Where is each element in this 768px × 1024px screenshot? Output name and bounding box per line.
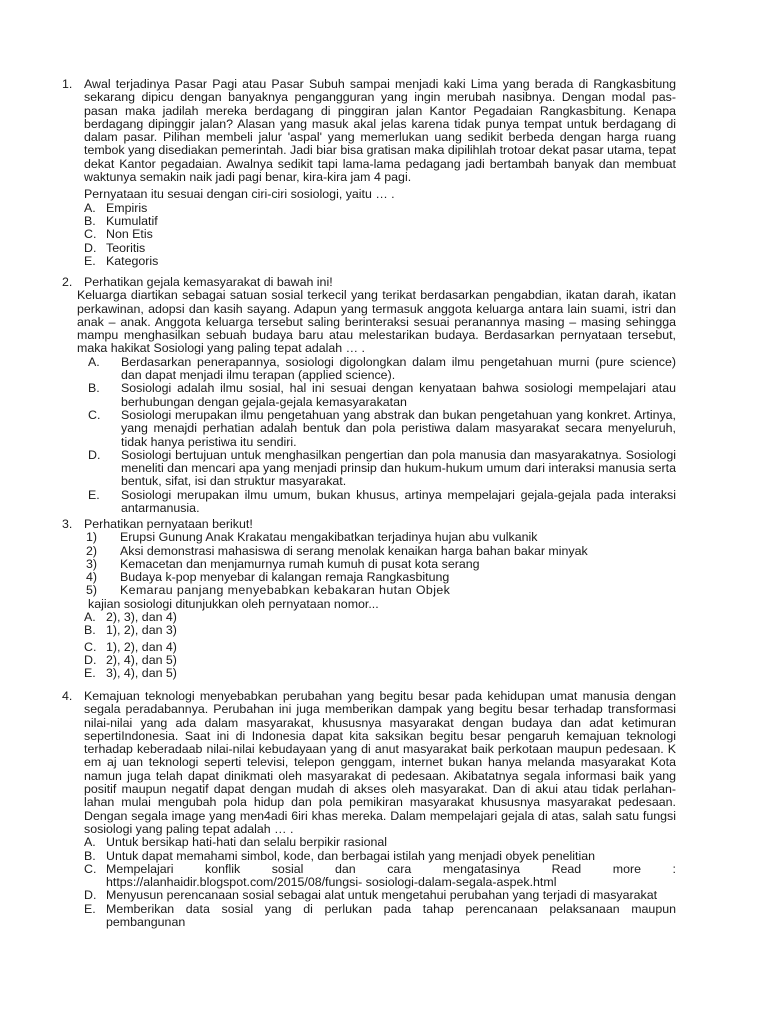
question-number: 3. (62, 517, 73, 531)
option-text: Sosiologi bertujuan untuk menghasilkan pengertian dan pola manusia dan masyarakatnya. Sosiologi meneliti dan mencari apa yang menjadi prinsip dan hukum-hukum umum dari interaksi manusia serta bentuk, sifat, isi dan struktur masyarakat. (121, 447, 676, 489)
question-passage: Kemajuan teknologi menyebabkan perubahan yang begitu besar pada kehidupan umat manusia dengan segala peradabannya. Perubahan ini juga memberikan dampak yang begitu besar terhadap transformasi nilai-nilai yang ada dalam masyarakat, khususnya masyarakat dengan budaya dan adat ketimuran sepertiIndonesia. Saat ini di Indonesia dapat kita saksikan begitu besar pengaruh kemajuan teknologi terhadap keberadaab nilai-nilai kebudayaan yang di anut masyarakat baik perkotaan maupun pedesaan. K em aj uan teknologi seperti televisi, telepon genggam, internet bukan hanya melanda masyarakat Kota namun juga telah dapat dinikmati oleh masyarakat di pedesaan. Akibatatnya segala informasi baik yang positif maupun negatif dapat dengan mudah di akses oleh masyarakat. Dan di akui atau tidak perlahan-lahan mulai mengubah pola hidup dan pola pemikiran masyarakat khususnya masyarakat pedesaan. Dengan segala image yang men4adi 6iri khas mereka. Dalam mempelajari gejala di atas, salah satu fungsi sosiologi yang paling tepat adalah … . (84, 689, 676, 836)
option-a[interactable] (84, 836, 676, 849)
question-4 (62, 690, 676, 929)
statement-number: 5) (86, 583, 98, 598)
option-list (84, 356, 676, 516)
option-letter: B. (84, 848, 96, 863)
option-a[interactable] (84, 202, 676, 215)
statement-1 (84, 531, 676, 544)
statement-4 (84, 571, 676, 584)
option-letter: A. (84, 835, 96, 850)
option-c[interactable] (84, 863, 676, 890)
option-letter: E. (88, 487, 100, 502)
option-text: Untuk bersikap hati-hati dan selalu berpikir rasional (106, 835, 388, 850)
option-text: 2), 4), dan 5) (106, 652, 177, 667)
question-stem: kajian sosiologi ditunjukkan oleh pernyataan nomor... (88, 596, 379, 611)
option-e[interactable] (84, 489, 676, 516)
option-list (84, 836, 676, 929)
option-letter: D. (84, 652, 97, 667)
option-letter: D. (88, 447, 101, 462)
question-1 (62, 78, 676, 268)
statement-text: Aksi demonstrasi mahasiswa di serang menolak kenaikan harga bahan bakar minyak (120, 543, 588, 558)
option-c[interactable] (84, 228, 676, 241)
option-letter: D. (84, 888, 97, 903)
option-text: Mempelajari konflik sosial dan cara mengatasinya Read more : https://alanhaidir.blogspot.com/2015/08/fungsi- sosiologi-dalam-segala-aspek.html (106, 861, 676, 890)
statement-number: 3) (86, 556, 98, 571)
option-d[interactable] (84, 242, 676, 255)
option-d[interactable] (84, 889, 676, 902)
option-text: Untuk dapat memahami simbol, kode, dan berbagai istilah yang menjadi obyek penelitian (106, 848, 596, 863)
question-passage: Keluarga diartikan sebagai satuan sosial terkecil yang terikat berdasarkan pengabdian, ikatan darah, ikatan perkawinan, adopsi dan kasih sayang. Adapun yang termasuk anggota keluarga antara lain suami, istri dan anak – anak. Anggota keluarga tersebut saling berinteraksi sesuai peranannya masing – masing sehingga mampu menghasilkan sebuah budaya baru atau melestarikan budaya. Berdasarkan pernyataan tersebut, maka hakikat Sosiologi yang paling tepat adalah … . (77, 288, 676, 356)
statement-number: 2) (86, 543, 98, 558)
option-letter: B. (84, 623, 96, 638)
option-text: Sosiologi merupakan ilmu umum, bukan khusus, artinya mempelajari gejala-gejala pada interaksi antarmanusia. (121, 487, 676, 516)
statement-3 (84, 558, 676, 571)
question-2 (62, 276, 676, 515)
option-text: Sosiologi merupakan ilmu pengetahuan yang abstrak dan bukan pengetahuan yang konkret. Artinya, yang menajdi perhatian adalah bentuk dan pola peristiwa dalam masyarakat secara menyeluruh, tidak hanya peristiwa itu sendiri. (121, 407, 676, 449)
option-letter: E. (84, 901, 96, 916)
statement-list (84, 531, 676, 597)
question-stem: Pernyataan itu sesuai dengan ciri-ciri sosiologi, yaitu … . (84, 187, 395, 202)
question-3 (62, 518, 676, 681)
option-text: Kategoris (106, 253, 159, 268)
option-text: Teoritis (106, 240, 146, 255)
option-text: 1), 2), dan 4) (106, 639, 177, 654)
statement-number: 1) (86, 530, 98, 545)
option-b[interactable] (84, 382, 676, 409)
option-letter: C. (88, 407, 101, 422)
statement-text: Kemarau panjang menyebabkan kebakaran hutan Objek (120, 583, 451, 598)
option-letter: C. (84, 861, 97, 876)
option-a[interactable] (84, 611, 676, 624)
option-b[interactable] (84, 850, 676, 863)
option-text: 2), 3), dan 4) (106, 610, 177, 625)
option-text: Memberikan data sosial yang di perlukan pada tahap perencanaan pelaksanaan maupun pembangunan (106, 901, 676, 930)
option-letter: A. (84, 610, 96, 625)
option-text: Non Etis (106, 227, 153, 242)
option-text: Kumulatif (106, 213, 158, 228)
option-text: 3), 4), dan 5) (106, 666, 177, 681)
question-number: 4. (62, 689, 73, 703)
question-number: 1. (62, 77, 73, 91)
option-d[interactable] (84, 449, 676, 489)
option-letter: B. (88, 381, 100, 396)
option-e[interactable] (84, 255, 676, 268)
option-c[interactable] (84, 641, 676, 654)
statement-text: Kemacetan dan menjamurnya rumah kumuh di pusat kota serang (120, 556, 480, 571)
option-letter: C. (84, 227, 97, 242)
question-lead: Perhatikan gejala kemasyarakat di bawah ini! (84, 275, 333, 289)
option-text: Empiris (106, 200, 148, 215)
option-b[interactable] (84, 215, 676, 228)
option-text: Sosiologi adalah ilmu sosial, hal ini sesuai dengan kenyataan bahwa sosiologi mempelajari atau berhubungan dengan gejala-gejala kemasyarakatan (121, 381, 676, 409)
statement-text: Budaya k-pop menyebar di kalangan remaja Rangkasbitung (120, 570, 450, 585)
question-passage: Awal terjadinya Pasar Pagi atau Pasar Subuh sampai menjadi kaki Lima yang berada di Rangkasbitung sekarang dipicu dengan banyaknya pengangguran yang ingin merubah nasibnya. Dengan modal pas-pasan maka jadilah mereka berdagang di pinggiran jalan Kantor Pegadaian Rangkasbitung. Kenapa berdagang dipinggir jalan? Alasan yang masuk akal jelas karena tidak punya tempat untuk berdagang di dalam pasar. Pilihan membeli jalur 'aspal' yang memerlukan uang sedikit berbeda dengan harga ruang tembok yang disediakan pemerintah. Jadi biar bisa gratisan maka dipilihlah trotoar dekat pasar utama, tepat dekat Kantor pegadaian. Awalnya sedikit tapi lama-lama pedagang jadi bertambah banyak dan membuat waktunya semakin naik jadi pagi benar, kira-kira jam 4 pagi. (84, 77, 676, 185)
option-b[interactable] (84, 624, 676, 637)
statement-text: Erupsi Gunung Anak Krakatau mengakibatkan terjadinya hujan abu vulkanik (120, 530, 538, 545)
statement-5 (84, 584, 676, 597)
option-text: Menyusun perencanaan sosial sebagai alat untuk mengetahui perubahan yang terjadi di masyarakat (106, 888, 658, 903)
option-letter: D. (84, 240, 97, 255)
option-letter: A. (84, 200, 96, 215)
statement-2 (84, 545, 676, 558)
question-number: 2. (62, 275, 73, 289)
option-letter: A. (88, 354, 100, 369)
question-lead: Perhatikan pernyataan berikut! (84, 517, 253, 531)
option-d[interactable] (84, 654, 676, 667)
option-a[interactable] (84, 356, 676, 383)
option-letter: E. (84, 666, 96, 681)
option-list (84, 611, 676, 680)
option-e[interactable] (84, 667, 676, 680)
statement-number: 4) (86, 570, 98, 585)
option-letter: B. (84, 213, 96, 228)
option-e[interactable] (84, 903, 676, 930)
option-letter: C. (84, 639, 97, 654)
option-text: Berdasarkan penerapannya, sosiologi digolongkan dalam ilmu pengetahuan murni (pure science) dan dapat menjadi ilmu terapan (applied science). (121, 354, 676, 383)
option-text: 1), 2), dan 3) (106, 623, 177, 638)
option-letter: E. (84, 253, 96, 268)
option-c[interactable] (84, 409, 676, 449)
option-list (84, 202, 676, 268)
